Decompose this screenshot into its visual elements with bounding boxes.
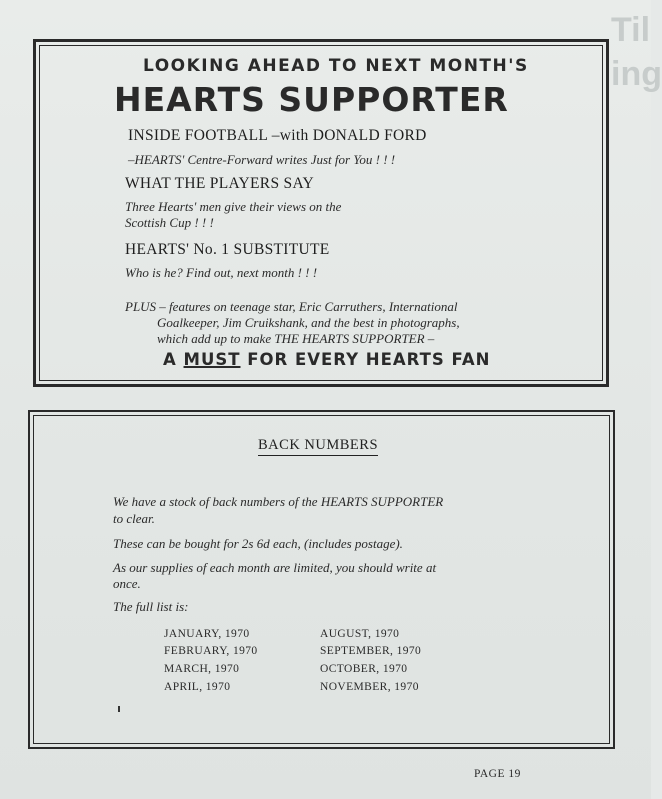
bleed-through-text — [611, 8, 662, 118]
item-2-line-1: Three Hearts' men give their views on the — [125, 199, 342, 214]
para-2-line-1: These can be bought for 2s 6d each, (includes postage). — [113, 536, 403, 551]
month-left-2: FEBRUARY, 1970 — [164, 645, 258, 657]
item-1-heading: INSIDE FOOTBALL –with DONALD FORD — [128, 127, 427, 144]
month-right-1: AUGUST, 1970 — [320, 628, 400, 640]
tagline-suffix: FOR EVERY HEARTS FAN — [247, 350, 491, 369]
tagline-prefix: A — [163, 350, 177, 369]
item-3-line-1: Who is he? Find out, next month ! ! ! — [125, 265, 318, 280]
tagline-emphasis: MUST — [183, 350, 241, 369]
para-3-line-1: As our supplies of each month are limited, you should write at — [113, 560, 437, 575]
item-2-heading: WHAT THE PLAYERS SAY — [125, 175, 315, 192]
promo-title: HEARTS SUPPORTER — [114, 80, 509, 119]
plus-line-2: Goalkeeper, Jim Cruikshank, and the best in photographs, — [157, 315, 460, 330]
bleed-line-1: Til — [611, 11, 651, 49]
item-1-line-1: –HEARTS' Centre-Forward writes Just for You ! ! ! — [128, 152, 396, 167]
bleed-line-2: ing — [611, 55, 662, 93]
month-right-2: SEPTEMBER, 1970 — [320, 645, 422, 657]
plus-line-3: which add up to make THE HEARTS SUPPORTER – — [157, 331, 435, 346]
para-4-line-1: The full list is: — [113, 599, 189, 614]
item-2-line-2: Scottish Cup ! ! ! — [125, 215, 214, 230]
para-1-line-1: We have a stock of back numbers of the HEARTS SUPPORTER — [113, 494, 444, 509]
page-number: PAGE 19 — [474, 768, 521, 780]
month-left-1: JANUARY, 1970 — [164, 628, 250, 640]
back-numbers-title: BACK NUMBERS — [258, 437, 378, 456]
item-3-heading: HEARTS' No. 1 SUBSTITUTE — [125, 241, 330, 258]
para-3-line-2: once. — [113, 576, 141, 591]
para-1-line-2: to clear. — [113, 511, 155, 526]
tagline — [163, 350, 490, 369]
ink-mark — [118, 706, 120, 712]
month-right-3: OCTOBER, 1970 — [320, 663, 408, 675]
month-left-3: MARCH, 1970 — [164, 663, 240, 675]
month-left-4: APRIL, 1970 — [164, 681, 231, 693]
plus-line-1: PLUS – features on teenage star, Eric Carruthers, International — [125, 299, 458, 314]
month-right-4: NOVEMBER, 1970 — [320, 681, 419, 693]
promo-heading: LOOKING AHEAD TO NEXT MONTH'S — [143, 56, 529, 76]
